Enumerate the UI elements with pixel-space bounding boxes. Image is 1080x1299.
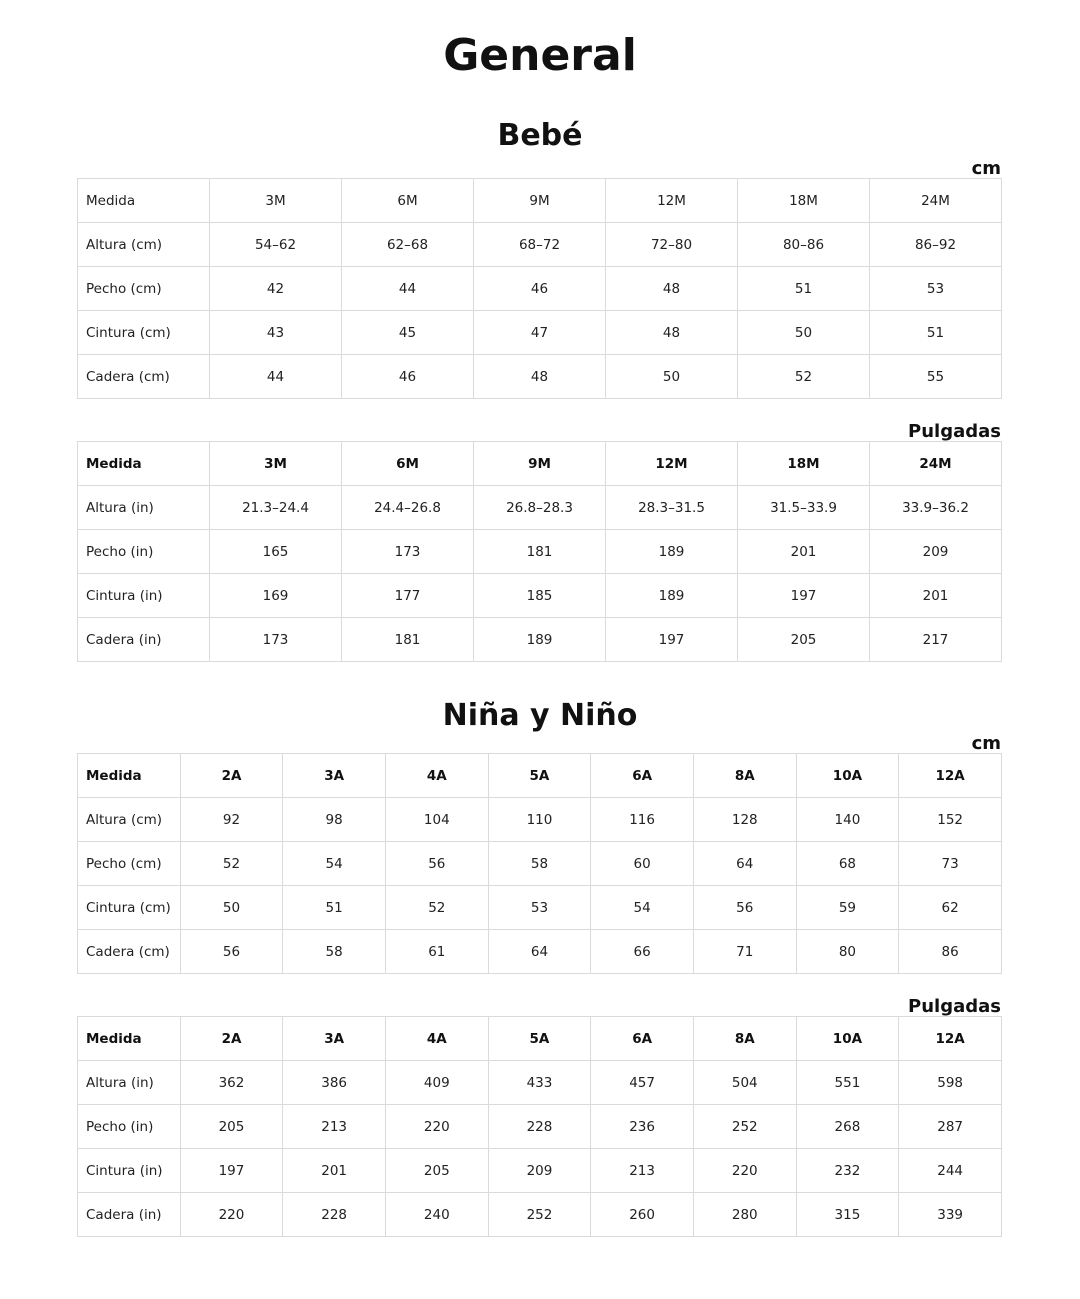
- page-title: General: [443, 30, 637, 81]
- table-cell: 228: [488, 1105, 591, 1149]
- row-label-cell: Cadera (cm): [78, 930, 181, 974]
- row-label-cell: Cadera (in): [78, 1193, 181, 1237]
- table-cell: 60: [591, 842, 694, 886]
- header-cell: Medida: [78, 179, 210, 223]
- header-cell: 10A: [796, 1017, 899, 1061]
- table-cell: 201: [283, 1149, 386, 1193]
- table-cell: 47: [474, 311, 606, 355]
- table-cell: 140: [796, 798, 899, 842]
- table-cell: 56: [385, 842, 488, 886]
- table-cell: 205: [180, 1105, 283, 1149]
- unit-label-bebe-pulgadas: Pulgadas: [908, 421, 1001, 442]
- table-cell: 362: [180, 1061, 283, 1105]
- table-cell: 189: [606, 574, 738, 618]
- table-cell: 48: [474, 355, 606, 399]
- header-cell: 4A: [385, 754, 488, 798]
- table-cell: 33.9–36.2: [870, 486, 1002, 530]
- table-row: [78, 574, 1002, 618]
- table-header-row: [78, 754, 1002, 798]
- table-cell: 51: [738, 267, 870, 311]
- table-cell: 28.3–31.5: [606, 486, 738, 530]
- table-cell: 433: [488, 1061, 591, 1105]
- table-cell: 58: [283, 930, 386, 974]
- header-cell: 3A: [283, 1017, 386, 1061]
- table-cell: 54: [591, 886, 694, 930]
- table-cell: 56: [693, 886, 796, 930]
- header-cell: Medida: [78, 442, 210, 486]
- header-cell: 3M: [210, 179, 342, 223]
- table-cell: 42: [210, 267, 342, 311]
- table-cell: 213: [591, 1149, 694, 1193]
- header-cell: 9M: [474, 442, 606, 486]
- table-cell: 56: [180, 930, 283, 974]
- table-cell: 152: [899, 798, 1002, 842]
- header-cell: 2A: [180, 1017, 283, 1061]
- table-cell: 185: [474, 574, 606, 618]
- table-cell: 46: [474, 267, 606, 311]
- table-row: [78, 1149, 1002, 1193]
- table-cell: 59: [796, 886, 899, 930]
- size-table-bebe-pulgadas: [77, 441, 1002, 662]
- table-cell: 64: [488, 930, 591, 974]
- row-label-cell: Altura (cm): [78, 798, 181, 842]
- table-cell: 236: [591, 1105, 694, 1149]
- table-cell: 169: [210, 574, 342, 618]
- header-cell: 24M: [870, 179, 1002, 223]
- table-cell: 80: [796, 930, 899, 974]
- table-cell: 287: [899, 1105, 1002, 1149]
- header-cell: 5A: [488, 1017, 591, 1061]
- row-label-cell: Cintura (in): [78, 574, 210, 618]
- table-cell: 260: [591, 1193, 694, 1237]
- table-row: [78, 842, 1002, 886]
- table-cell: 86–92: [870, 223, 1002, 267]
- table-cell: 201: [738, 530, 870, 574]
- table-cell: 46: [342, 355, 474, 399]
- table-cell: 386: [283, 1061, 386, 1105]
- row-label-cell: Altura (in): [78, 1061, 181, 1105]
- table-row: [78, 311, 1002, 355]
- table-cell: 73: [899, 842, 1002, 886]
- header-cell: 8A: [693, 754, 796, 798]
- unit-label-nina-nino-pulgadas: Pulgadas: [908, 996, 1001, 1017]
- header-cell: 8A: [693, 1017, 796, 1061]
- row-label-cell: Pecho (cm): [78, 842, 181, 886]
- table-header-row: [78, 179, 1002, 223]
- table-row: [78, 267, 1002, 311]
- table-row: [78, 798, 1002, 842]
- table-cell: 48: [606, 267, 738, 311]
- table-cell: 72–80: [606, 223, 738, 267]
- table-cell: 55: [870, 355, 1002, 399]
- table-cell: 409: [385, 1061, 488, 1105]
- row-label-cell: Cintura (in): [78, 1149, 181, 1193]
- table-cell: 209: [870, 530, 1002, 574]
- table-cell: 598: [899, 1061, 1002, 1105]
- table-cell: 53: [488, 886, 591, 930]
- header-cell: 4A: [385, 1017, 488, 1061]
- table-cell: 98: [283, 798, 386, 842]
- row-label-cell: Pecho (in): [78, 1105, 181, 1149]
- table-cell: 110: [488, 798, 591, 842]
- table-cell: 104: [385, 798, 488, 842]
- table-cell: 189: [606, 530, 738, 574]
- section-title-bebe: Bebé: [497, 118, 583, 153]
- table-cell: 209: [488, 1149, 591, 1193]
- table-cell: 64: [693, 842, 796, 886]
- table-row: [78, 223, 1002, 267]
- table-header-row: [78, 1017, 1002, 1061]
- table-row: [78, 486, 1002, 530]
- header-cell: 12M: [606, 442, 738, 486]
- header-cell: 5A: [488, 754, 591, 798]
- table-row: [78, 1193, 1002, 1237]
- size-table-nina-nino-pulgadas: [77, 1016, 1002, 1237]
- table-cell: 197: [738, 574, 870, 618]
- header-cell: Medida: [78, 754, 181, 798]
- table-cell: 52: [738, 355, 870, 399]
- table-cell: 31.5–33.9: [738, 486, 870, 530]
- table-cell: 68–72: [474, 223, 606, 267]
- table-cell: 197: [606, 618, 738, 662]
- table-cell: 201: [870, 574, 1002, 618]
- table-row: [78, 930, 1002, 974]
- table-cell: 86: [899, 930, 1002, 974]
- table-cell: 252: [693, 1105, 796, 1149]
- table-cell: 339: [899, 1193, 1002, 1237]
- table-cell: 457: [591, 1061, 694, 1105]
- row-label-cell: Cintura (cm): [78, 886, 181, 930]
- size-table-bebe-cm: [77, 178, 1002, 399]
- table-cell: 50: [606, 355, 738, 399]
- table-cell: 54–62: [210, 223, 342, 267]
- header-cell: 3A: [283, 754, 386, 798]
- table-cell: 50: [180, 886, 283, 930]
- table-cell: 504: [693, 1061, 796, 1105]
- table-cell: 51: [870, 311, 1002, 355]
- table-cell: 45: [342, 311, 474, 355]
- table-cell: 232: [796, 1149, 899, 1193]
- header-cell: 6M: [342, 179, 474, 223]
- row-label-cell: Pecho (cm): [78, 267, 210, 311]
- table-cell: 240: [385, 1193, 488, 1237]
- table-cell: 92: [180, 798, 283, 842]
- table-cell: 220: [180, 1193, 283, 1237]
- section-title-nina-nino: Niña y Niño: [442, 698, 638, 733]
- table-cell: 54: [283, 842, 386, 886]
- table-cell: 43: [210, 311, 342, 355]
- row-label-cell: Pecho (in): [78, 530, 210, 574]
- unit-label-bebe-cm: cm: [971, 158, 1001, 179]
- table-cell: 181: [342, 618, 474, 662]
- table-cell: 62–68: [342, 223, 474, 267]
- table-cell: 128: [693, 798, 796, 842]
- row-label-cell: Altura (cm): [78, 223, 210, 267]
- table-cell: 173: [342, 530, 474, 574]
- table-cell: 116: [591, 798, 694, 842]
- table-row: [78, 1105, 1002, 1149]
- table-cell: 177: [342, 574, 474, 618]
- table-row: [78, 530, 1002, 574]
- table-cell: 50: [738, 311, 870, 355]
- table-cell: 252: [488, 1193, 591, 1237]
- table-cell: 165: [210, 530, 342, 574]
- table-cell: 26.8–28.3: [474, 486, 606, 530]
- header-cell: 12A: [899, 754, 1002, 798]
- table-cell: 53: [870, 267, 1002, 311]
- table-cell: 205: [385, 1149, 488, 1193]
- header-cell: 9M: [474, 179, 606, 223]
- header-cell: 10A: [796, 754, 899, 798]
- table-cell: 44: [210, 355, 342, 399]
- table-cell: 217: [870, 618, 1002, 662]
- table-cell: 268: [796, 1105, 899, 1149]
- table-cell: 551: [796, 1061, 899, 1105]
- table-cell: 48: [606, 311, 738, 355]
- table-row: [78, 618, 1002, 662]
- header-cell: 6M: [342, 442, 474, 486]
- table-row: [78, 886, 1002, 930]
- row-label-cell: Altura (in): [78, 486, 210, 530]
- table-cell: 189: [474, 618, 606, 662]
- table-cell: 52: [180, 842, 283, 886]
- table-cell: 205: [738, 618, 870, 662]
- table-cell: 61: [385, 930, 488, 974]
- table-cell: 244: [899, 1149, 1002, 1193]
- table-cell: 52: [385, 886, 488, 930]
- header-cell: 6A: [591, 1017, 694, 1061]
- unit-label-nina-nino-cm: cm: [971, 733, 1001, 754]
- header-cell: 18M: [738, 179, 870, 223]
- table-cell: 24.4–26.8: [342, 486, 474, 530]
- table-cell: 315: [796, 1193, 899, 1237]
- table-row: [78, 355, 1002, 399]
- row-label-cell: Cadera (cm): [78, 355, 210, 399]
- header-cell: 18M: [738, 442, 870, 486]
- table-cell: 173: [210, 618, 342, 662]
- table-cell: 44: [342, 267, 474, 311]
- header-cell: Medida: [78, 1017, 181, 1061]
- table-cell: 197: [180, 1149, 283, 1193]
- table-cell: 71: [693, 930, 796, 974]
- table-cell: 58: [488, 842, 591, 886]
- table-row: [78, 1061, 1002, 1105]
- row-label-cell: Cintura (cm): [78, 311, 210, 355]
- table-cell: 68: [796, 842, 899, 886]
- table-cell: 62: [899, 886, 1002, 930]
- header-cell: 6A: [591, 754, 694, 798]
- header-cell: 24M: [870, 442, 1002, 486]
- row-label-cell: Cadera (in): [78, 618, 210, 662]
- table-cell: 181: [474, 530, 606, 574]
- table-cell: 66: [591, 930, 694, 974]
- table-cell: 220: [693, 1149, 796, 1193]
- table-cell: 21.3–24.4: [210, 486, 342, 530]
- header-cell: 12A: [899, 1017, 1002, 1061]
- table-cell: 228: [283, 1193, 386, 1237]
- size-table-nina-nino-cm: [77, 753, 1002, 974]
- header-cell: 3M: [210, 442, 342, 486]
- header-cell: 12M: [606, 179, 738, 223]
- table-cell: 80–86: [738, 223, 870, 267]
- table-cell: 51: [283, 886, 386, 930]
- table-cell: 220: [385, 1105, 488, 1149]
- header-cell: 2A: [180, 754, 283, 798]
- table-cell: 213: [283, 1105, 386, 1149]
- table-header-row: [78, 442, 1002, 486]
- table-cell: 280: [693, 1193, 796, 1237]
